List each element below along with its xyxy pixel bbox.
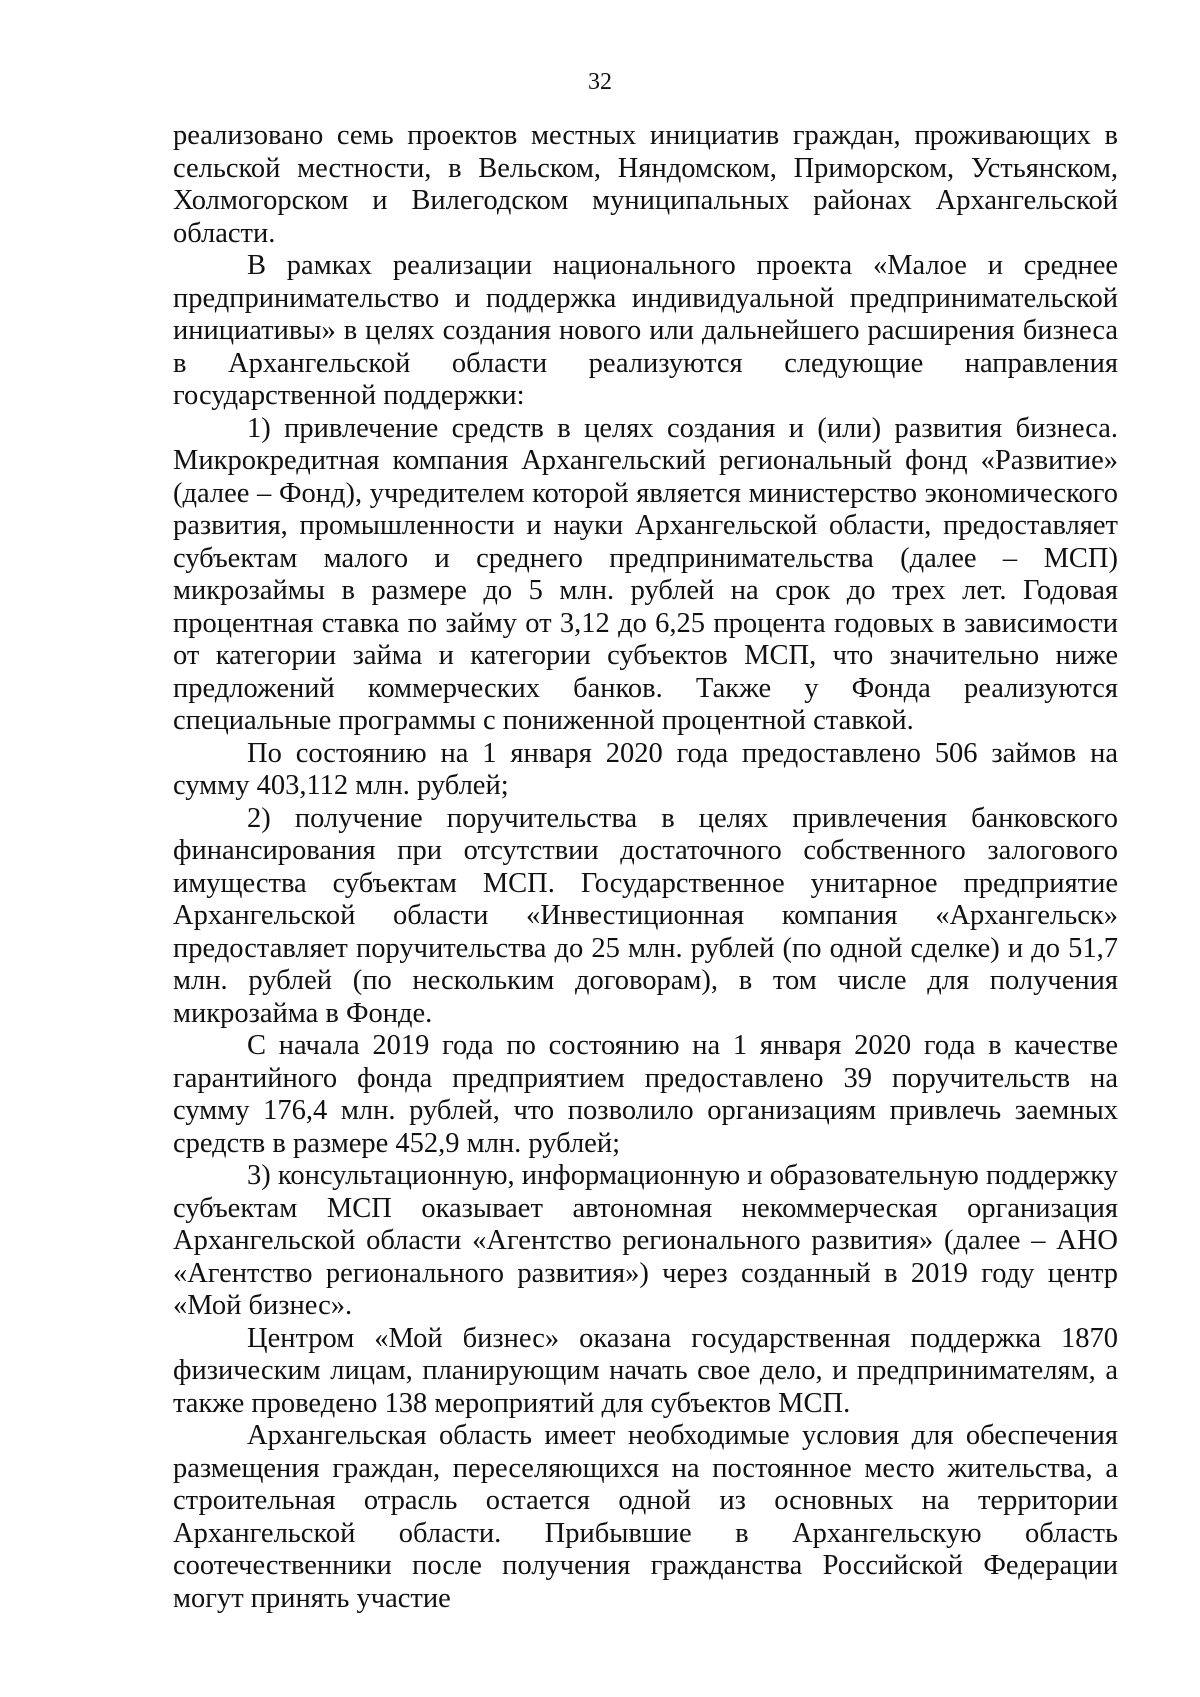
paragraph: Архангельская область имеет необходимые условия для обеспечения размещения граждан, переселяющихся на постоянное место жительства, а строительная отрасль остается одной из основных на территории Архангельской области. Прибывшие в Архангельскую область соотечественники после получения гражданства Российской Федерации могут принять участие [173,1420,1118,1614]
paragraph: реализовано семь проектов местных инициатив граждан, проживающих в сельской местности, в Вельском, Няндомском, Приморском, Устьянском, Холмогорском и Вилегодском муниципальных районах Архангельской области. [173,120,1118,249]
document-body [173,120,1118,1615]
paragraph: В рамках реализации национального проекта «Малое и среднее предпринимательство и поддержка индивидуальной предпринимательской инициативы» в целях создания нового или дальнейшего расширения бизнеса в Архангельской области реализуются следующие направления государственной поддержки: [173,250,1118,411]
paragraph: С начала 2019 года по состоянию на 1 января 2020 года в качестве гарантийного фонда предприятием предоставлено 39 поручительств на сумму 176,4 млн. рублей, что позволило организациям привлечь заемных средств в размере 452,9 млн. рублей; [173,1030,1118,1159]
paragraph: 1) привлечение средств в целях создания и (или) развития бизнеса. Микрокредитная компания Архангельский региональный фонд «Развитие» (далее – Фонд), учредителем которой является министерство экономического развития, промышленности и науки Архангельской области, предоставляет субъектам малого и среднего предпринимательства (далее – МСП) микрозаймы в размере до 5 млн. рублей на срок до трех лет. Годовая процентная ставка по займу от 3,12 до 6,25 процента годовых в зависимости от категории займа и категории субъектов МСП, что значительно ниже предложений коммерческих банков. Также у Фонда реализуются специальные программы с пониженной процентной ставкой. [173,412,1118,736]
page-number: 32 [588,69,612,95]
paragraph: 3) консультационную, информационную и образовательную поддержку субъектам МСП оказывает автономная некоммерческая организация Архангельской области «Агентство регионального развития» (далее – АНО «Агентство регионального развития») через созданный в 2019 году центр «Мой бизнес». [173,1160,1118,1321]
paragraph: Центром «Мой бизнес» оказана государственная поддержка 1870 физическим лицам, планирующим начать свое дело, и предпринимателям, а также проведено 138 мероприятий для субъектов МСП. [173,1322,1118,1419]
paragraph: 2) получение поручительства в целях привлечения банковского финансирования при отсутствии достаточного собственного залогового имущества субъектам МСП. Государственное унитарное предприятие Архангельской области «Инвестиционная компания «Архангельск» предоставляет поручительства до 25 млн. рублей (по одной сделке) и до 51,7 млн. рублей (по нескольким договорам), в том числе для получения микрозайма в Фонде. [173,802,1118,1029]
paragraph: По состоянию на 1 января 2020 года предоставлено 506 займов на сумму 403,112 млн. рублей; [173,737,1118,801]
